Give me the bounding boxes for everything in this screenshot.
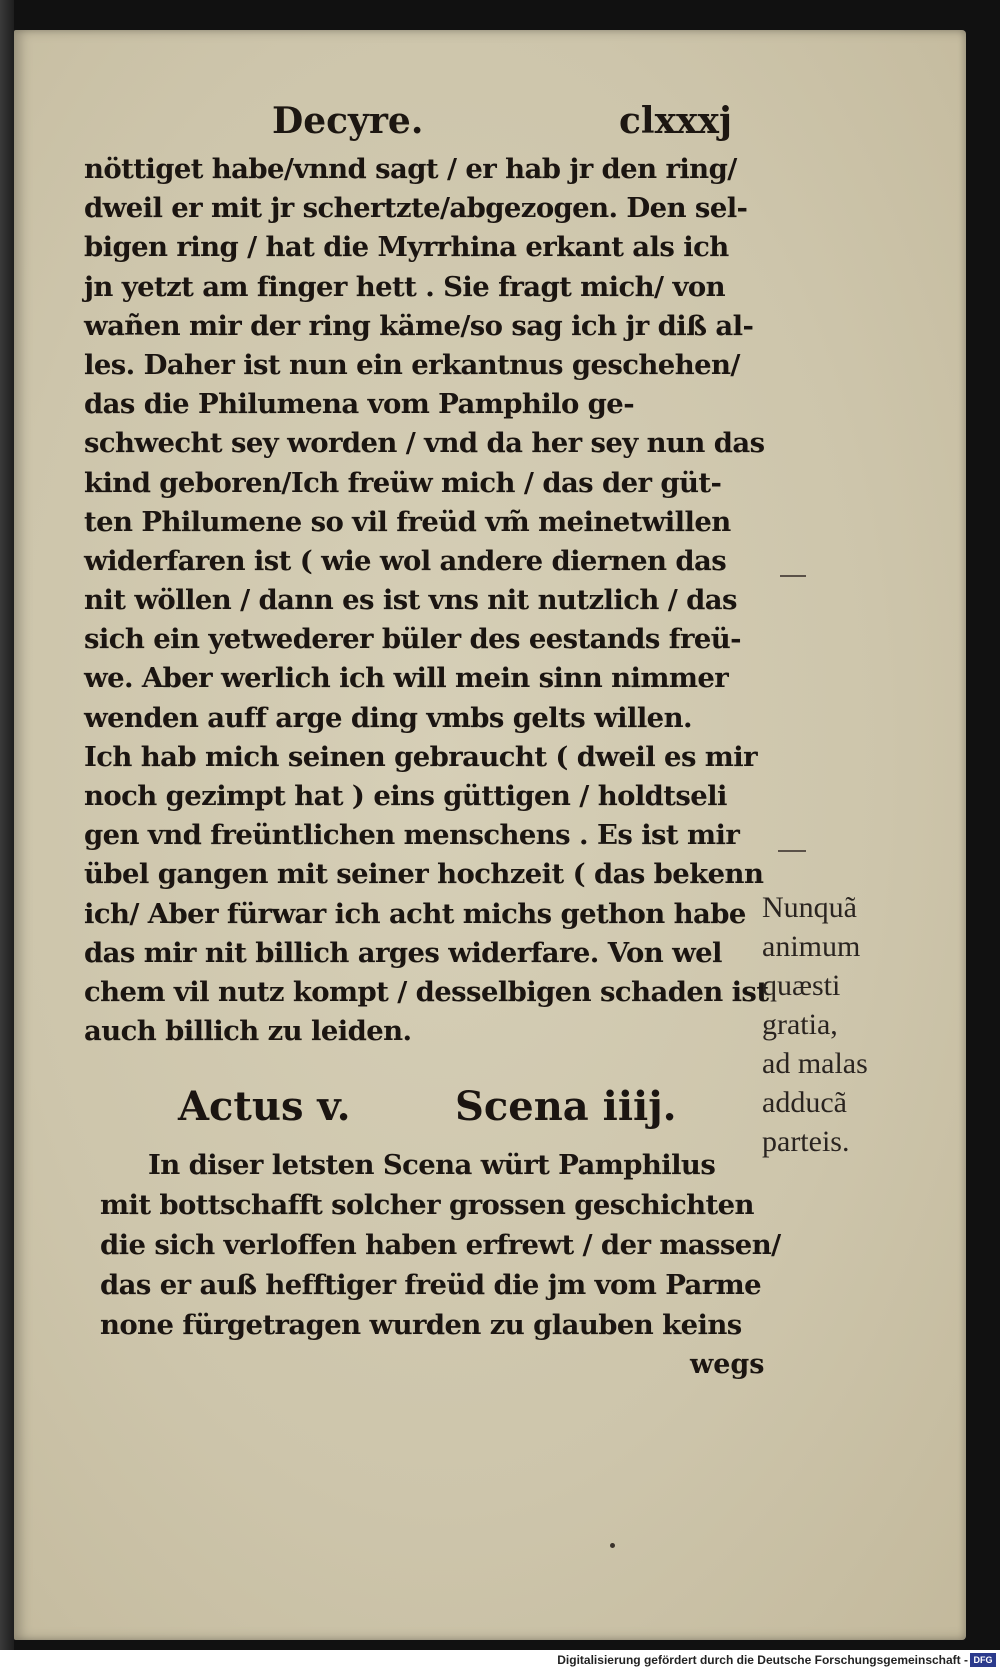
marginal-note <box>762 888 912 1161</box>
text-line: dweil er mit jr schertzte/abgezogen. Den sel- <box>84 192 748 225</box>
text-line: ten Philumene so vil freüd vm̃ meinetwillen <box>84 505 731 538</box>
text-line: schwecht sey worden / vnd da her sey nun das <box>84 427 765 460</box>
text-line: das mir nit billich arges widerfare. Von wel <box>84 936 722 969</box>
text-line: ich/ Aber fürwar ich acht michs gethon habe <box>84 897 746 930</box>
margin-mark <box>780 575 806 577</box>
text-line: das die Philumena vom Pamphilo ge- <box>84 388 635 421</box>
marginal-note-line: Nunquã <box>762 891 857 924</box>
ink-speck <box>610 1543 615 1548</box>
act-scene-heading <box>178 1083 698 1137</box>
text-line: nit wöllen / dann es ist vns nit nutzlich / das <box>84 584 737 617</box>
dfg-logo: DFG <box>970 1653 996 1667</box>
marginal-note-line: animum <box>762 930 861 963</box>
text-line: übel gangen mit seiner hochzeit ( das bekenn <box>84 858 764 891</box>
marginal-note-line: quæsti <box>762 969 841 1002</box>
marginal-note-line: parteis. <box>762 1125 850 1158</box>
footer-credit: Digitalisierung gefördert durch die Deutsche Forschungsgemeinschaft - <box>557 1653 968 1667</box>
text-line: sich ein yetwederer büler des eestands freü- <box>84 623 741 656</box>
text-line: noch gezimpt hat ) eins güttigen / holdtseli <box>84 780 727 812</box>
summary-line: mit bottschafft solcher grossen geschichten <box>100 1189 754 1221</box>
marginal-note-line: adducã <box>762 1086 847 1119</box>
act-label: Actus v. <box>178 1083 351 1130</box>
text-line: chem vil nutz kompt / desselbigen schaden ist <box>84 975 769 1008</box>
scene-label: Scena iiij. <box>455 1083 677 1130</box>
text-line: Ich hab mich seinen gebraucht ( dweil es mir <box>84 740 758 773</box>
text-line: auch billich zu leiden. <box>84 1015 412 1048</box>
text-line: kind geboren/Ich freüw mich / das der güt- <box>84 466 722 499</box>
summary-line: die sich verloffen haben erfrewt / der massen/ <box>100 1229 781 1261</box>
text-line: gen vnd freüntlichen menschens . Es ist mir <box>84 819 740 852</box>
marginal-note-line: ad malas <box>762 1047 868 1080</box>
text-line: wenden auff arge ding vmbs gelts willen. <box>84 701 692 734</box>
text-line: widerfaren ist ( wie wol andere diernen das <box>84 544 727 577</box>
scene-summary <box>100 1145 781 1345</box>
digitization-footer <box>0 1650 1000 1671</box>
running-header <box>262 100 732 150</box>
marginal-note-line: gratia, <box>762 1008 838 1041</box>
text-line: jn yetzt am finger hett . Sie fragt mich/ von <box>84 270 725 303</box>
catchword: wegs <box>690 1349 765 1380</box>
summary-line: das er auß hefftiger freüd die jm vom Parme <box>100 1269 762 1301</box>
text-line: bigen ring / hat die Myrrhina erkant als ich <box>84 231 729 264</box>
margin-mark <box>778 850 806 852</box>
text-line: wañen mir der ring käme/so sag ich jr diß al- <box>84 309 754 342</box>
summary-line: In diser letsten Scena würt Pamphilus <box>148 1149 716 1181</box>
text-line: we. Aber werlich ich will mein sinn nimmer <box>84 662 729 695</box>
text-line: nöttiget habe/vnnd sagt / er hab jr den ring/ <box>84 153 737 185</box>
running-title: Decyre. <box>272 100 424 142</box>
summary-line: none fürgetragen wurden zu glauben keins <box>100 1309 742 1341</box>
text-line: les. Daher ist nun ein erkantnus geschehen/ <box>84 348 740 381</box>
main-text-block <box>84 150 769 1051</box>
folio-number: clxxxj <box>618 100 732 142</box>
book-binding-edge <box>0 0 14 1650</box>
